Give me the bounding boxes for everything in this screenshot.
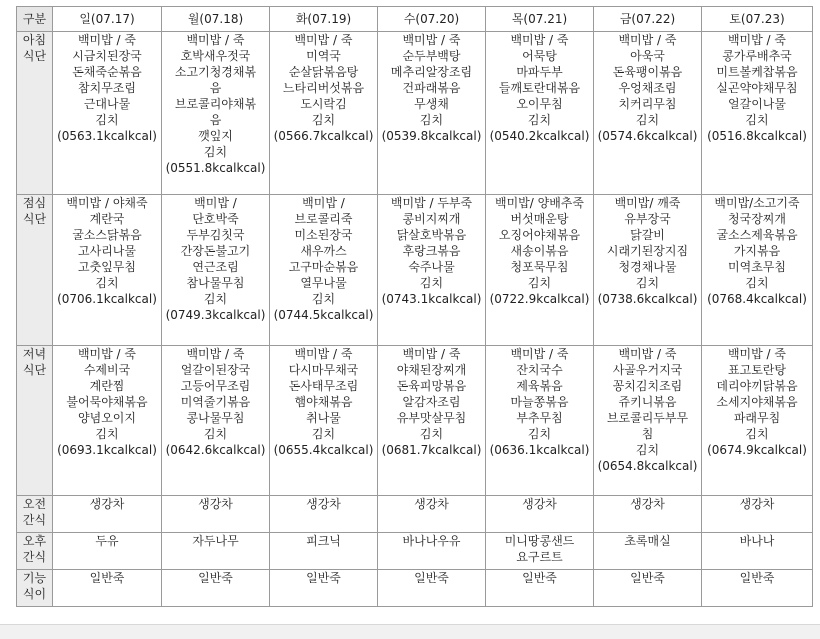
menu-cell [702,570,813,607]
menu-item: 바나나 [739,534,775,548]
menu-item: 백미밥 / 죽 [77,33,137,47]
menu-cell [378,195,486,346]
row-label-line: 오전 [22,497,47,511]
menu-cell [270,496,378,533]
menu-item: 돈채죽순볶음 [72,65,142,79]
menu-item: 깻잎지 [198,129,233,143]
menu-cell [594,533,702,570]
menu-item: 김치 [635,113,660,127]
menu-item: 백미밥/소고기죽 [714,196,800,210]
menu-item: 표고토란탕 [728,363,786,377]
menu-item: 일반죽 [414,571,449,585]
menu-item: 고사리나물 [78,244,136,258]
menu-item: (0722.9kcalkcal) [489,292,590,306]
day-header-sat: 토(07.23) [702,7,813,32]
row-label-morning-snack [17,496,53,533]
menu-item: (0516.8kcalkcal) [707,129,807,143]
menu-cell [53,195,162,346]
menu-item: 굴소스제육볶음 [716,228,798,242]
menu-item: 소고기청경채볶 [174,65,257,79]
menu-item: 브로콜리죽 [294,212,353,226]
menu-item: 김치 [527,276,552,290]
menu-item: 김치 [419,113,444,127]
menu-item: 순두부백탕 [402,49,461,63]
menu-cell [270,195,378,346]
menu-cell [702,346,813,496]
menu-item: 김치 [95,113,119,127]
menu-item: 데리야끼닭볶음 [716,379,798,393]
menu-item: 김치 [635,443,660,457]
menu-item: 청포묵무침 [510,260,569,274]
menu-item: 쥬키니볶음 [618,395,677,409]
menu-body [17,32,813,607]
menu-cell [594,570,702,607]
menu-item: 순살닭볶음탕 [288,65,359,79]
menu-item: 불어묵야채볶음 [66,395,148,409]
menu-item: (0563.1kcalkcal) [57,129,157,143]
menu-item: 숙주나물 [408,260,455,274]
menu-item: (0551.8kcalkcal) [165,161,266,175]
menu-item: 우엉채조림 [618,81,677,95]
menu-item: 김치 [419,427,444,441]
day-header-fri: 금(07.22) [594,7,702,32]
menu-item: 김치 [745,427,769,441]
menu-item: 백미밥 / [302,196,345,210]
menu-item: 계란찜 [89,379,125,393]
menu-item: 시금치된장국 [72,49,142,63]
menu-cell [53,496,162,533]
menu-item: 미역초무침 [728,260,786,274]
menu-item: 고구마순볶음 [288,260,359,274]
menu-cell [702,195,813,346]
row-label-line: 간식 [22,513,47,527]
menu-cell [53,346,162,496]
menu-item: 김치 [95,427,119,441]
row-label-line: 기능 [22,571,47,585]
menu-item: 마늘쫑볶음 [510,395,569,409]
menu-item: 새우까스 [300,244,347,258]
menu-cell [594,195,702,346]
menu-cell [270,570,378,607]
menu-item: 김치 [635,276,660,290]
menu-item: 오징어야채볶음 [498,228,581,242]
header-row [17,7,813,32]
row-label-line: 저녁 [22,347,47,361]
menu-item: 요구르트 [516,550,563,564]
menu-item: 참나물무침 [186,276,245,290]
menu-item: 치커리무침 [618,97,677,111]
menu-cell [378,496,486,533]
menu-item: (0539.8kcalkcal) [381,129,482,143]
menu-item: 잔치국수 [516,363,563,377]
day-header-tue: 화(07.19) [270,7,378,32]
menu-cell [270,32,378,195]
menu-item: 백미밥 / 죽 [186,33,245,47]
day-header-mon: 월(07.18) [162,7,270,32]
menu-item: 백미밥 / 야채죽 [66,196,148,210]
menu-item: 미소된장국 [294,228,353,242]
row-label-line: 간식 [22,550,47,564]
menu-item: 브로콜리두부무 [606,411,689,425]
menu-item: 생강차 [414,497,449,511]
menu-item: 일반죽 [739,571,775,585]
menu-item: 유부맛살무침 [396,411,467,425]
menu-item: 고등어무조림 [180,379,251,393]
menu-cell [702,533,813,570]
row-label-special-diet [17,570,53,607]
menu-item: 양념오이지 [78,411,136,425]
menu-item: (0743.1kcalkcal) [381,292,482,306]
menu-item: 시래기된장지짐 [606,244,689,258]
menu-item: 김치 [203,145,228,159]
menu-cell [378,533,486,570]
menu-item: 돈사태무조림 [288,379,359,393]
menu-item: 김치 [419,276,444,290]
menu-item: 김치 [311,113,336,127]
menu-item: 마파두부 [516,65,563,79]
row-morning-snack [17,496,813,533]
menu-cell [162,346,270,496]
menu-item: (0768.4kcalkcal) [707,292,807,306]
menu-item: 백미밥 / 죽 [727,347,787,361]
menu-item: 청국장찌개 [728,212,786,226]
menu-item: 알감자조림 [402,395,461,409]
menu-item: (0654.8kcalkcal) [597,459,698,473]
menu-item: (0655.4kcalkcal) [273,443,374,457]
menu-item: (0642.6kcalkcal) [165,443,266,457]
menu-item: 백미밥 / 죽 [294,347,353,361]
menu-item: 백미밥 / [194,196,237,210]
row-label-line: 식단 [22,49,47,63]
menu-item: 백미밥/ 양배추죽 [494,196,584,210]
menu-item: 닭갈비 [630,228,665,242]
menu-item: 닭살호박볶음 [396,228,467,242]
menu-cell [486,533,594,570]
weekly-menu-table [16,6,813,607]
menu-item: 오이무침 [516,97,563,111]
menu-cell [53,533,162,570]
menu-item: 콩가루배추국 [722,49,792,63]
menu-item: (0636.1kcalkcal) [489,443,590,457]
menu-item: (0749.3kcalkcal) [165,308,266,322]
menu-item: 제육볶음 [516,379,563,393]
menu-item: 백미밥 / 죽 [294,33,353,47]
row-label-line: 아침 [22,33,47,47]
menu-item: 돈육피망볶음 [396,379,467,393]
menu-cell [378,346,486,496]
menu-item: 사골우거지국 [612,363,683,377]
menu-item: (0738.6kcalkcal) [597,292,698,306]
menu-item: 미트볼케찹볶음 [716,65,798,79]
menu-item: 콩나물무침 [186,411,245,425]
menu-cell [594,346,702,496]
menu-item: 일반죽 [89,571,125,585]
menu-item: (0693.1kcalkcal) [57,443,157,457]
day-header-sun: 일(07.17) [53,7,162,32]
menu-item: 백미밥 / 죽 [186,347,245,361]
menu-cell [270,346,378,496]
row-label-line: 오후 [22,534,47,548]
menu-item: 열무나물 [300,276,347,290]
menu-item: 백미밥 / 죽 [618,347,677,361]
menu-cell [486,32,594,195]
menu-item: (0674.9kcalkcal) [707,443,807,457]
menu-item: 김치 [745,113,769,127]
menu-cell [162,195,270,346]
menu-cell [486,570,594,607]
menu-item: 일반죽 [522,571,557,585]
menu-item: 야채된장찌개 [396,363,467,377]
menu-item: (0540.2kcalkcal) [489,129,590,143]
menu-item: 김치 [311,292,336,306]
menu-item: 초록매실 [624,534,671,548]
menu-cell [53,570,162,607]
menu-item: 백미밥/ 깨죽 [614,196,681,210]
menu-item: (0744.5kcalkcal) [273,308,374,322]
menu-item: 느타리버섯볶음 [282,81,365,95]
menu-item: 건파래볶음 [402,81,461,95]
menu-item: 얼갈이된장국 [180,363,251,377]
menu-item: 김치 [527,113,552,127]
menu-item: 음 [209,113,222,127]
menu-item: 두부김칫국 [186,228,245,242]
menu-item: (0574.6kcalkcal) [597,129,698,143]
menu-item: 김치 [203,292,228,306]
menu-item: 수제비국 [83,363,131,377]
menu-item: 생강차 [306,497,341,511]
menu-cell [270,533,378,570]
menu-item: 단호박죽 [192,212,239,226]
menu-item: 굴소스닭볶음 [72,228,142,242]
menu-item: 콩비지찌개 [402,212,461,226]
menu-item: 백미밥 / 죽 [510,33,569,47]
menu-cell [486,195,594,346]
menu-cell [378,570,486,607]
menu-item: 생강차 [89,497,125,511]
menu-item: 침 [641,427,654,441]
menu-cell [162,32,270,195]
row-special-diet [17,570,813,607]
menu-item: 들깨토란대볶음 [498,81,581,95]
menu-item: 일반죽 [198,571,233,585]
menu-item: 도시락김 [300,97,347,111]
menu-cell [702,32,813,195]
menu-item: 생강차 [630,497,665,511]
menu-item: 실곤약야채무침 [716,81,798,95]
menu-item: 근대나물 [83,97,131,111]
menu-item: 백미밥 / 두부죽 [390,196,473,210]
menu-item: (0681.7kcalkcal) [381,443,482,457]
menu-item: 김치 [311,427,336,441]
menu-item: 호박새우젓국 [180,49,251,63]
menu-item: 참치무조림 [78,81,136,95]
day-header-wed: 수(07.20) [378,7,486,32]
menu-item: 일반죽 [630,571,665,585]
menu-item: (0706.1kcalkcal) [57,292,157,306]
row-label-line: 점심 [22,196,47,210]
menu-cell [162,533,270,570]
row-lunch [17,195,813,346]
row-label-lunch [17,195,53,346]
menu-item: 김치 [527,427,552,441]
menu-item: 백미밥 / 죽 [402,347,461,361]
menu-item: 아욱국 [630,49,665,63]
menu-item: 피크닉 [306,534,341,548]
menu-item: 미니땅콩샌드 [504,534,575,548]
menu-item: 어묵탕 [522,49,557,63]
menu-item: 백미밥 / 죽 [77,347,137,361]
page-bottom-bar [0,624,820,639]
menu-item: 미역국 [306,49,341,63]
menu-item: 백미밥 / 죽 [510,347,569,361]
menu-cell [162,496,270,533]
menu-item: 김치 [95,276,119,290]
menu-item: 바나나우유 [402,534,461,548]
menu-item: 청경채나물 [618,260,677,274]
menu-item: 무생채 [414,97,449,111]
menu-item: 미역줄기볶음 [180,395,251,409]
menu-item: 메추리알장조림 [390,65,473,79]
row-breakfast [17,32,813,195]
menu-cell [378,32,486,195]
corner-header: 구분 [17,7,53,32]
menu-item: 자두나무 [192,534,239,548]
menu-item: 후랑크볶음 [402,244,461,258]
menu-item: 생강차 [198,497,233,511]
menu-item: 백미밥 / 죽 [402,33,461,47]
row-label-dinner [17,346,53,496]
menu-item: 음 [209,81,222,95]
menu-item: 생강차 [522,497,557,511]
menu-item: 계란국 [89,212,125,226]
menu-item: 두유 [95,534,119,548]
menu-cell [486,496,594,533]
row-label-line: 식단 [22,363,47,377]
row-dinner [17,346,813,496]
menu-item: 새송이볶음 [510,244,569,258]
menu-item: 김치 [745,276,769,290]
menu-item: 백미밥 / 죽 [618,33,677,47]
menu-cell [594,496,702,533]
row-label-line: 식단 [22,212,47,226]
menu-item: 꽁치김치조림 [612,379,683,393]
row-label-line: 식이 [22,587,47,601]
menu-item: 버섯매운탕 [510,212,569,226]
menu-item: 브로콜리야채볶 [174,97,257,111]
menu-item: 간장돈불고기 [180,244,251,258]
menu-item: 김치 [203,427,228,441]
menu-item: (0566.7kcalkcal) [273,129,374,143]
menu-item: 취나물 [306,411,341,425]
menu-cell [162,570,270,607]
menu-item: 소세지야채볶음 [716,395,798,409]
menu-item: 유부장국 [624,212,671,226]
menu-item: 얼갈이나물 [728,97,786,111]
menu-item: 가지볶음 [733,244,781,258]
row-afternoon-snack [17,533,813,570]
menu-cell [486,346,594,496]
menu-item: 생강차 [739,497,775,511]
menu-item: 부추무침 [516,411,563,425]
row-label-afternoon-snack [17,533,53,570]
menu-cell [53,32,162,195]
menu-item: 연근조림 [192,260,239,274]
menu-item: 일반죽 [306,571,341,585]
row-label-breakfast [17,32,53,195]
menu-cell [702,496,813,533]
menu-item: 돈육팽이볶음 [612,65,683,79]
menu-cell [594,32,702,195]
menu-item: 다시마무채국 [288,363,359,377]
menu-item: 고춧잎무침 [78,260,136,274]
menu-item: 햄야채볶음 [294,395,353,409]
menu-item: 백미밥 / 죽 [727,33,787,47]
day-header-thu: 목(07.21) [486,7,594,32]
menu-item: 파래무침 [733,411,781,425]
